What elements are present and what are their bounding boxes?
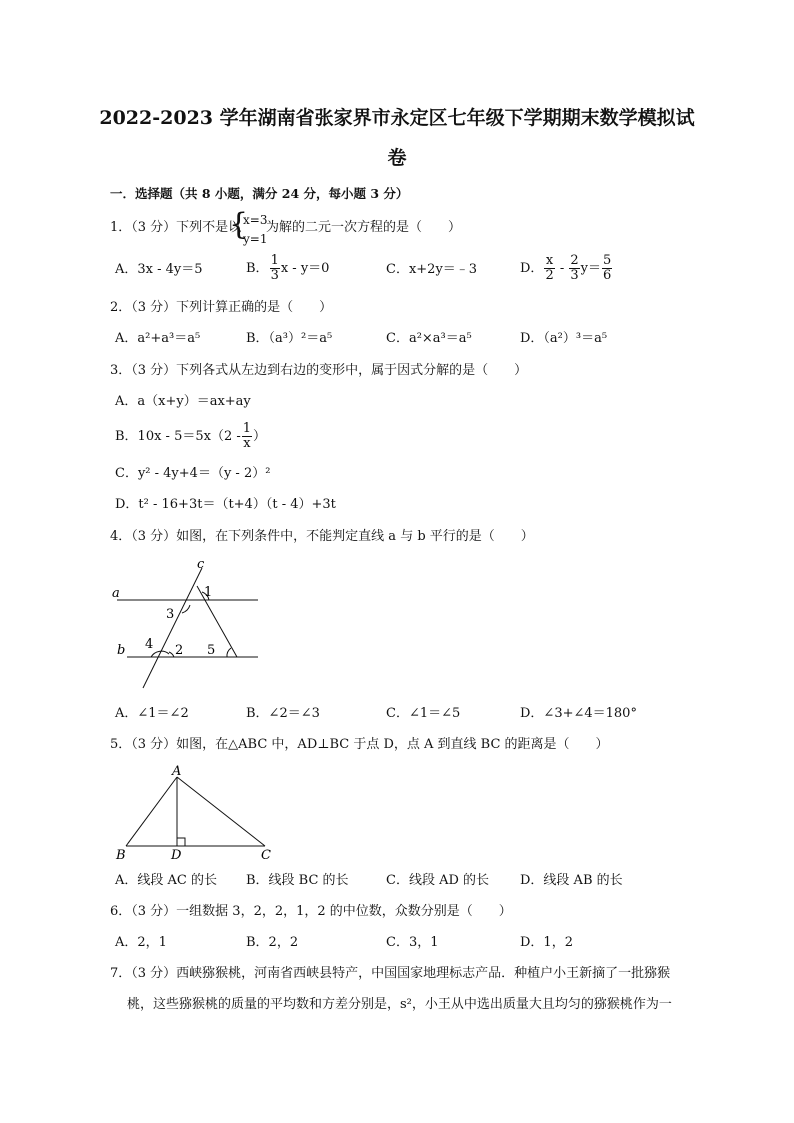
transversal-segment (197, 586, 237, 657)
q1-option-c: C．x+2y＝﹣3 (386, 262, 478, 277)
q6-stem: 6．（3 分）一组数据 3，2，2，1，2 的中位数，众数分别是（ ） (110, 904, 512, 919)
q3-option-d: D．t² - 16+3t＝（t+4）（t - 4）+3t (115, 497, 336, 512)
q7-line-2: 桃，这些猕猴桃的质量的平均数和方差分别是，s²，小王从中选出质量大且均匀的猕猴桃作为一 (127, 997, 672, 1012)
section-heading: 一．选择题（共 8 小题，满分 24 分，每小题 3 分） (110, 186, 409, 201)
q1-option-b: B． $\frac{1}{3}$ x - y＝0 (246, 253, 330, 283)
q1-suffix: 为解的二元一次方程的是（ ） (266, 220, 462, 235)
label-4: 4 (145, 637, 154, 652)
q5-option-c: C．线段 AD 的长 (386, 873, 490, 888)
q3-stem: 3．（3 分）下列各式从左边到右边的变形中，属于因式分解的是（ ） (110, 363, 528, 378)
page-title-continued: 卷 (387, 147, 407, 169)
angle-2-arc (169, 652, 174, 657)
q2-option-c: C．a²×a³＝a⁵ (386, 331, 472, 346)
q1-prefix: 1．（3 分）下列不是以 (110, 220, 242, 235)
q5-option-b: B．线段 BC 的长 (246, 873, 349, 888)
q4-option-b: B．∠2＝∠3 (246, 706, 320, 721)
q5-stem: 5．（3 分）如图，在△ABC 中，AD⊥BC 于点 D，点 A 到直线 BC 的距离是（ ） (110, 737, 609, 752)
label-1: 1 (204, 585, 213, 600)
q6-option-a: A．2，1 (115, 935, 167, 950)
q6-option-d: D．1，2 (520, 935, 573, 950)
line-c (143, 568, 202, 688)
segment-ac (177, 777, 265, 846)
q1-system-brace: { (229, 207, 249, 242)
q1-system-bottom: y=1 (243, 232, 268, 246)
q2-stem: 2．（3 分）下列计算正确的是（ ） (110, 300, 333, 315)
q1-option-d: D． $\frac{x}{2}$ - $\frac{2}{3}$ y＝ $\frac{5}{6}$ (520, 253, 612, 283)
label-3: 3 (166, 607, 175, 622)
label-c: c (197, 557, 205, 572)
q3-option-a: A．a（x+y）＝ax+ay (115, 394, 251, 409)
q2-option-a: A．a²+a³＝a⁵ (115, 331, 201, 346)
q2-option-b: B．（a³）²＝a⁵ (246, 331, 333, 346)
label-a: a (112, 586, 120, 601)
segment-ab (126, 777, 177, 846)
label-B: B (116, 848, 126, 863)
q4-figure (105, 556, 275, 694)
page-title: 2022-2023 学年湖南省张家界市永定区七年级下学期期末数学模拟试 (99, 107, 695, 129)
q5-option-a: A．线段 AC 的长 (115, 873, 217, 888)
q1-system-top: x=3 (243, 213, 268, 227)
q5-figure (110, 762, 280, 864)
q6-option-c: C．3，1 (386, 935, 439, 950)
label-5: 5 (207, 643, 216, 658)
right-angle-mark (177, 838, 185, 846)
q4-option-d: D．∠3+∠4＝180° (520, 706, 637, 721)
label-2: 2 (175, 643, 184, 658)
q3-option-b: B．10x - 5＝5x（2 - $\frac{1}{x}$ ） (115, 421, 267, 451)
q5-option-d: D．线段 AB 的长 (520, 873, 623, 888)
q2-option-d: D．（a²）³＝a⁵ (520, 331, 608, 346)
q4-stem: 4．（3 分）如图，在下列条件中，不能判定直线 a 与 b 平行的是（ ） (110, 529, 534, 544)
q4-option-a: A．∠1＝∠2 (115, 706, 189, 721)
q4-option-c: C．∠1＝∠5 (386, 706, 461, 721)
q7-line-1: 7．（3 分）西峡猕猴桃，河南省西峡县特产，中国国家地理标志产品．种植户小王新摘了一批猕猴 (110, 966, 671, 981)
q1-option-a: A．3x - 4y＝5 (115, 262, 203, 277)
q6-option-b: B．2，2 (246, 935, 299, 950)
angle-5-arc (227, 648, 231, 657)
label-D: D (171, 848, 182, 863)
label-A: A (172, 764, 182, 779)
label-b: b (117, 643, 126, 658)
q3-option-c: C．y² - 4y+4＝（y - 2）² (115, 466, 271, 481)
label-C: C (261, 848, 271, 863)
